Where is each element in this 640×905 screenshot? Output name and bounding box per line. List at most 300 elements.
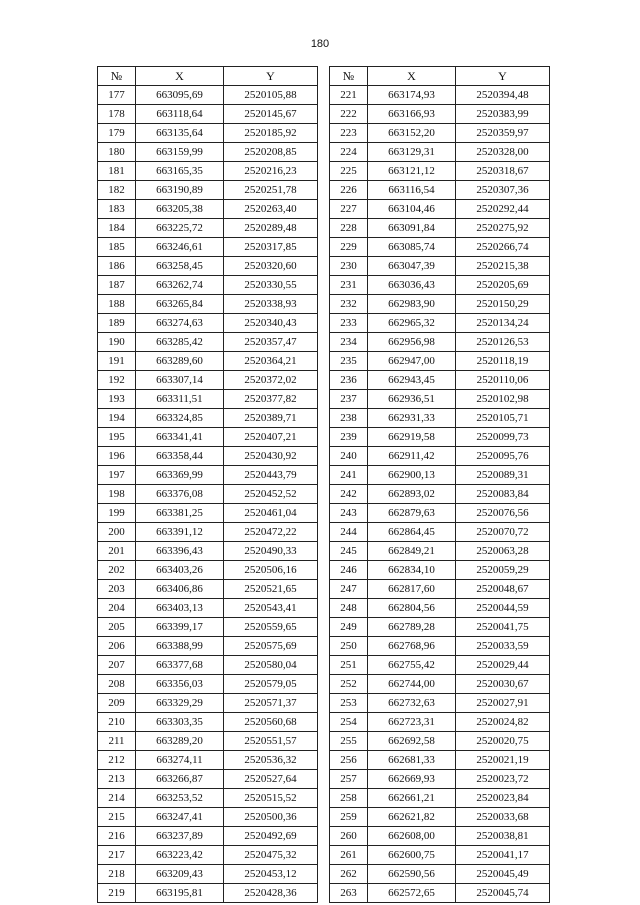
y-cell-right: 2520292,44 (456, 200, 550, 219)
x-cell-right: 662789,28 (368, 618, 456, 637)
y-cell-right: 2520110,06 (456, 371, 550, 390)
x-cell-left: 663307,14 (136, 371, 224, 390)
x-cell-right: 663036,43 (368, 276, 456, 295)
y-cell-right: 2520134,24 (456, 314, 550, 333)
number-cell-right: 241 (330, 466, 368, 485)
x-cell-right: 662965,32 (368, 314, 456, 333)
table-row (98, 694, 550, 713)
number-cell-left: 216 (98, 827, 136, 846)
x-cell-right: 662723,31 (368, 713, 456, 732)
header-x-right: X (368, 67, 456, 86)
x-cell-right: 663091,84 (368, 219, 456, 238)
column-gap (318, 599, 330, 618)
y-cell-right: 2520030,67 (456, 675, 550, 694)
table-row (98, 124, 550, 143)
x-cell-left: 663329,29 (136, 694, 224, 713)
y-cell-left: 2520500,36 (224, 808, 318, 827)
y-cell-right: 2520041,75 (456, 618, 550, 637)
x-cell-right: 662900,13 (368, 466, 456, 485)
column-gap (318, 276, 330, 295)
y-cell-left: 2520492,69 (224, 827, 318, 846)
number-cell-left: 180 (98, 143, 136, 162)
number-cell-right: 244 (330, 523, 368, 542)
number-cell-right: 221 (330, 86, 368, 105)
table-row (98, 637, 550, 656)
y-cell-left: 2520551,57 (224, 732, 318, 751)
table-row (98, 143, 550, 162)
number-cell-right: 260 (330, 827, 368, 846)
column-gap (318, 105, 330, 124)
y-cell-right: 2520048,67 (456, 580, 550, 599)
y-cell-right: 2520359,97 (456, 124, 550, 143)
number-cell-left: 202 (98, 561, 136, 580)
y-cell-right: 2520070,72 (456, 523, 550, 542)
column-gap (318, 580, 330, 599)
number-cell-right: 236 (330, 371, 368, 390)
y-cell-left: 2520407,21 (224, 428, 318, 447)
y-cell-left: 2520579,05 (224, 675, 318, 694)
column-gap (318, 523, 330, 542)
number-cell-right: 237 (330, 390, 368, 409)
y-cell-right: 2520041,17 (456, 846, 550, 865)
number-cell-right: 254 (330, 713, 368, 732)
number-cell-right: 247 (330, 580, 368, 599)
y-cell-right: 2520205,69 (456, 276, 550, 295)
table-row (98, 485, 550, 504)
y-cell-left: 2520443,79 (224, 466, 318, 485)
y-cell-left: 2520263,40 (224, 200, 318, 219)
column-gap (318, 561, 330, 580)
column-gap (318, 314, 330, 333)
y-cell-right: 2520105,71 (456, 409, 550, 428)
number-cell-right: 238 (330, 409, 368, 428)
number-cell-left: 193 (98, 390, 136, 409)
x-cell-left: 663381,25 (136, 504, 224, 523)
number-cell-left: 218 (98, 865, 136, 884)
y-cell-left: 2520357,47 (224, 333, 318, 352)
x-cell-right: 663104,46 (368, 200, 456, 219)
x-cell-right: 662669,93 (368, 770, 456, 789)
y-cell-left: 2520560,68 (224, 713, 318, 732)
y-cell-left: 2520506,16 (224, 561, 318, 580)
y-cell-left: 2520389,71 (224, 409, 318, 428)
y-cell-right: 2520126,53 (456, 333, 550, 352)
column-gap (318, 238, 330, 257)
y-cell-left: 2520490,33 (224, 542, 318, 561)
header-x-left: X (136, 67, 224, 86)
x-cell-left: 663324,85 (136, 409, 224, 428)
y-cell-left: 2520216,23 (224, 162, 318, 181)
number-cell-right: 239 (330, 428, 368, 447)
y-cell-left: 2520330,55 (224, 276, 318, 295)
number-cell-right: 230 (330, 257, 368, 276)
x-cell-left: 663377,68 (136, 656, 224, 675)
y-cell-left: 2520575,69 (224, 637, 318, 656)
y-cell-left: 2520428,36 (224, 884, 318, 903)
number-cell-left: 185 (98, 238, 136, 257)
table-row (98, 314, 550, 333)
table-row (98, 504, 550, 523)
x-cell-left: 663289,60 (136, 352, 224, 371)
number-cell-left: 196 (98, 447, 136, 466)
y-cell-right: 2520083,84 (456, 485, 550, 504)
table-row (98, 333, 550, 352)
x-cell-left: 663165,35 (136, 162, 224, 181)
number-cell-left: 190 (98, 333, 136, 352)
y-cell-right: 2520063,28 (456, 542, 550, 561)
number-cell-left: 192 (98, 371, 136, 390)
column-gap (318, 884, 330, 903)
table-row (98, 162, 550, 181)
table-row (98, 618, 550, 637)
number-cell-right: 235 (330, 352, 368, 371)
column-gap (318, 751, 330, 770)
table-row (98, 542, 550, 561)
number-cell-left: 179 (98, 124, 136, 143)
y-cell-right: 2520023,84 (456, 789, 550, 808)
y-cell-right: 2520215,38 (456, 257, 550, 276)
y-cell-right: 2520307,36 (456, 181, 550, 200)
column-gap (318, 675, 330, 694)
column-gap (318, 143, 330, 162)
x-cell-right: 663129,31 (368, 143, 456, 162)
y-cell-right: 2520059,29 (456, 561, 550, 580)
column-gap (318, 428, 330, 447)
number-cell-right: 255 (330, 732, 368, 751)
x-cell-left: 663190,89 (136, 181, 224, 200)
number-cell-right: 228 (330, 219, 368, 238)
x-cell-left: 663274,11 (136, 751, 224, 770)
table-row (98, 732, 550, 751)
x-cell-right: 663116,54 (368, 181, 456, 200)
y-cell-left: 2520453,12 (224, 865, 318, 884)
number-cell-left: 219 (98, 884, 136, 903)
column-gap (318, 637, 330, 656)
number-cell-right: 249 (330, 618, 368, 637)
x-cell-left: 663135,64 (136, 124, 224, 143)
number-cell-left: 201 (98, 542, 136, 561)
x-cell-right: 662911,42 (368, 447, 456, 466)
column-gap (318, 504, 330, 523)
y-cell-left: 2520472,22 (224, 523, 318, 542)
column-gap (318, 770, 330, 789)
number-cell-left: 213 (98, 770, 136, 789)
x-cell-left: 663388,99 (136, 637, 224, 656)
x-cell-left: 663356,03 (136, 675, 224, 694)
number-cell-right: 243 (330, 504, 368, 523)
number-cell-left: 186 (98, 257, 136, 276)
y-cell-left: 2520289,48 (224, 219, 318, 238)
y-cell-right: 2520328,00 (456, 143, 550, 162)
x-cell-right: 662919,58 (368, 428, 456, 447)
x-cell-left: 663376,08 (136, 485, 224, 504)
x-cell-right: 663047,39 (368, 257, 456, 276)
y-cell-right: 2520029,44 (456, 656, 550, 675)
number-cell-right: 223 (330, 124, 368, 143)
number-cell-right: 253 (330, 694, 368, 713)
y-cell-left: 2520452,52 (224, 485, 318, 504)
y-cell-right: 2520383,99 (456, 105, 550, 124)
x-cell-right: 663085,74 (368, 238, 456, 257)
x-cell-right: 662608,00 (368, 827, 456, 846)
column-gap (318, 466, 330, 485)
column-gap (318, 485, 330, 504)
x-cell-left: 663247,41 (136, 808, 224, 827)
column-gap (318, 713, 330, 732)
x-cell-left: 663223,42 (136, 846, 224, 865)
x-cell-left: 663285,42 (136, 333, 224, 352)
y-cell-left: 2520251,78 (224, 181, 318, 200)
number-cell-right: 250 (330, 637, 368, 656)
table-row (98, 86, 550, 105)
y-cell-right: 2520045,74 (456, 884, 550, 903)
number-cell-right: 256 (330, 751, 368, 770)
x-cell-left: 663406,86 (136, 580, 224, 599)
y-cell-left: 2520580,04 (224, 656, 318, 675)
column-gap (318, 390, 330, 409)
x-cell-left: 663369,99 (136, 466, 224, 485)
y-cell-left: 2520364,21 (224, 352, 318, 371)
table-row (98, 352, 550, 371)
x-cell-right: 662661,21 (368, 789, 456, 808)
number-cell-left: 181 (98, 162, 136, 181)
number-cell-right: 234 (330, 333, 368, 352)
table-row (98, 371, 550, 390)
table-row (98, 713, 550, 732)
table-row (98, 846, 550, 865)
x-cell-right: 663152,20 (368, 124, 456, 143)
x-cell-left: 663095,69 (136, 86, 224, 105)
y-cell-left: 2520559,65 (224, 618, 318, 637)
x-cell-right: 663174,93 (368, 86, 456, 105)
x-cell-right: 662572,65 (368, 884, 456, 903)
header-y-right: Y (456, 67, 550, 86)
x-cell-left: 663265,84 (136, 295, 224, 314)
x-cell-left: 663289,20 (136, 732, 224, 751)
number-cell-right: 240 (330, 447, 368, 466)
number-cell-right: 263 (330, 884, 368, 903)
x-cell-left: 663159,99 (136, 143, 224, 162)
x-cell-right: 662879,63 (368, 504, 456, 523)
x-cell-left: 663246,61 (136, 238, 224, 257)
column-gap (318, 808, 330, 827)
x-cell-right: 662834,10 (368, 561, 456, 580)
x-cell-left: 663396,43 (136, 542, 224, 561)
x-cell-left: 663266,87 (136, 770, 224, 789)
number-cell-left: 210 (98, 713, 136, 732)
x-cell-right: 662864,45 (368, 523, 456, 542)
table-row (98, 827, 550, 846)
x-cell-right: 662600,75 (368, 846, 456, 865)
x-cell-right: 662931,33 (368, 409, 456, 428)
y-cell-left: 2520105,88 (224, 86, 318, 105)
table-row (98, 751, 550, 770)
x-cell-right: 662590,56 (368, 865, 456, 884)
x-cell-left: 663403,26 (136, 561, 224, 580)
column-gap (318, 371, 330, 390)
number-cell-left: 211 (98, 732, 136, 751)
y-cell-left: 2520521,65 (224, 580, 318, 599)
y-cell-left: 2520571,37 (224, 694, 318, 713)
column-gap (318, 181, 330, 200)
column-gap (318, 86, 330, 105)
y-cell-right: 2520076,56 (456, 504, 550, 523)
number-cell-right: 261 (330, 846, 368, 865)
y-cell-right: 2520275,92 (456, 219, 550, 238)
y-cell-left: 2520372,02 (224, 371, 318, 390)
number-cell-left: 212 (98, 751, 136, 770)
table-row (98, 181, 550, 200)
x-cell-right: 662744,00 (368, 675, 456, 694)
table-row (98, 428, 550, 447)
number-cell-right: 222 (330, 105, 368, 124)
x-cell-left: 663262,74 (136, 276, 224, 295)
number-cell-left: 191 (98, 352, 136, 371)
y-cell-right: 2520044,59 (456, 599, 550, 618)
column-gap (318, 67, 330, 86)
number-cell-left: 187 (98, 276, 136, 295)
number-cell-left: 199 (98, 504, 136, 523)
x-cell-left: 663341,41 (136, 428, 224, 447)
x-cell-right: 662817,60 (368, 580, 456, 599)
number-cell-left: 182 (98, 181, 136, 200)
number-cell-left: 209 (98, 694, 136, 713)
y-cell-right: 2520318,67 (456, 162, 550, 181)
x-cell-left: 663118,64 (136, 105, 224, 124)
table-row (98, 523, 550, 542)
number-cell-left: 194 (98, 409, 136, 428)
table-row (98, 447, 550, 466)
number-cell-left: 198 (98, 485, 136, 504)
column-gap (318, 865, 330, 884)
number-cell-left: 189 (98, 314, 136, 333)
column-gap (318, 447, 330, 466)
column-gap (318, 846, 330, 865)
x-cell-right: 662936,51 (368, 390, 456, 409)
number-cell-left: 178 (98, 105, 136, 124)
y-cell-left: 2520461,04 (224, 504, 318, 523)
column-gap (318, 257, 330, 276)
y-cell-right: 2520394,48 (456, 86, 550, 105)
table-row (98, 390, 550, 409)
table-row (98, 409, 550, 428)
number-cell-right: 257 (330, 770, 368, 789)
y-cell-right: 2520038,81 (456, 827, 550, 846)
header-y-left: Y (224, 67, 318, 86)
number-cell-right: 225 (330, 162, 368, 181)
column-gap (318, 162, 330, 181)
x-cell-left: 663209,43 (136, 865, 224, 884)
column-gap (318, 732, 330, 751)
number-cell-right: 233 (330, 314, 368, 333)
table-header-row (98, 67, 550, 86)
x-cell-right: 663166,93 (368, 105, 456, 124)
number-cell-left: 200 (98, 523, 136, 542)
table-row (98, 238, 550, 257)
table-row (98, 466, 550, 485)
y-cell-right: 2520099,73 (456, 428, 550, 447)
number-cell-right: 227 (330, 200, 368, 219)
number-cell-right: 251 (330, 656, 368, 675)
table-row (98, 656, 550, 675)
column-gap (318, 618, 330, 637)
table-row (98, 219, 550, 238)
column-gap (318, 409, 330, 428)
number-cell-left: 204 (98, 599, 136, 618)
y-cell-right: 2520027,91 (456, 694, 550, 713)
y-cell-right: 2520118,19 (456, 352, 550, 371)
number-cell-left: 205 (98, 618, 136, 637)
column-gap (318, 295, 330, 314)
table-row (98, 789, 550, 808)
x-cell-right: 662893,02 (368, 485, 456, 504)
x-cell-left: 663195,81 (136, 884, 224, 903)
number-cell-left: 183 (98, 200, 136, 219)
column-gap (318, 219, 330, 238)
x-cell-right: 662692,58 (368, 732, 456, 751)
x-cell-right: 662732,63 (368, 694, 456, 713)
table-row (98, 561, 550, 580)
x-cell-left: 663303,35 (136, 713, 224, 732)
table-row (98, 200, 550, 219)
number-cell-right: 224 (330, 143, 368, 162)
number-cell-left: 195 (98, 428, 136, 447)
column-gap (318, 333, 330, 352)
x-cell-left: 663258,45 (136, 257, 224, 276)
y-cell-right: 2520089,31 (456, 466, 550, 485)
number-cell-right: 245 (330, 542, 368, 561)
x-cell-right: 662983,90 (368, 295, 456, 314)
x-cell-left: 663403,13 (136, 599, 224, 618)
table-row (98, 295, 550, 314)
column-gap (318, 789, 330, 808)
number-cell-left: 215 (98, 808, 136, 827)
y-cell-left: 2520340,43 (224, 314, 318, 333)
number-cell-right: 226 (330, 181, 368, 200)
number-cell-left: 188 (98, 295, 136, 314)
x-cell-right: 663121,12 (368, 162, 456, 181)
y-cell-right: 2520023,72 (456, 770, 550, 789)
number-cell-right: 262 (330, 865, 368, 884)
table-row (98, 599, 550, 618)
y-cell-left: 2520320,60 (224, 257, 318, 276)
y-cell-right: 2520024,82 (456, 713, 550, 732)
x-cell-right: 662804,56 (368, 599, 456, 618)
number-cell-left: 203 (98, 580, 136, 599)
number-cell-right: 232 (330, 295, 368, 314)
number-cell-left: 197 (98, 466, 136, 485)
x-cell-left: 663205,38 (136, 200, 224, 219)
table-row (98, 770, 550, 789)
y-cell-left: 2520527,64 (224, 770, 318, 789)
table-row (98, 865, 550, 884)
column-gap (318, 656, 330, 675)
y-cell-left: 2520317,85 (224, 238, 318, 257)
header-number-left: № (98, 67, 136, 86)
table-row (98, 276, 550, 295)
x-cell-right: 662943,45 (368, 371, 456, 390)
number-cell-right: 258 (330, 789, 368, 808)
header-number-right: № (330, 67, 368, 86)
y-cell-left: 2520338,93 (224, 295, 318, 314)
y-cell-right: 2520033,59 (456, 637, 550, 656)
y-cell-right: 2520020,75 (456, 732, 550, 751)
number-cell-left: 214 (98, 789, 136, 808)
x-cell-right: 662768,96 (368, 637, 456, 656)
number-cell-left: 208 (98, 675, 136, 694)
y-cell-left: 2520377,82 (224, 390, 318, 409)
table-row (98, 808, 550, 827)
